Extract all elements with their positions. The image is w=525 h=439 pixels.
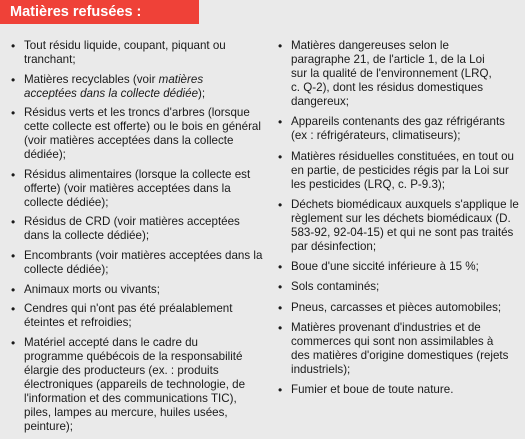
list-item bbox=[277, 301, 525, 315]
list-item bbox=[10, 336, 257, 434]
list-item bbox=[277, 39, 496, 109]
item-text: Matériel accepté dans le cadre du programme québécois de la responsabilité élargie des producteurs (ex. : produits électroniques (appareils de technologie, de l'information et des communications TIC), piles, lampes au mercure, huiles usées, peinture); bbox=[24, 335, 246, 433]
list-item bbox=[277, 383, 521, 397]
list-item bbox=[10, 168, 259, 210]
item-text: Sols contaminés; bbox=[291, 280, 380, 294]
item-text: Résidus alimentaires (lorsque la collecte est offerte) (voir matières acceptées dans la collecte dédiée); bbox=[24, 167, 251, 209]
item-text: Matières résiduelles constituées, en tout ou en partie, de pesticides régis par la Loi sur les pesticides (LRQ, c. P-9.3); bbox=[291, 149, 514, 191]
list-item bbox=[10, 215, 249, 243]
list-item bbox=[10, 283, 264, 297]
refused-list-left bbox=[10, 39, 263, 439]
refused-list-right bbox=[277, 39, 517, 404]
item-text: Tout résidu liquide, coupant, piquant ou tranchant; bbox=[24, 39, 226, 66]
item-text: Fumier et boue de toute nature. bbox=[291, 383, 454, 397]
item-text: Animaux morts ou vivants; bbox=[24, 282, 160, 296]
item-text: Matières recyclables (voir bbox=[24, 72, 159, 86]
list-item bbox=[10, 73, 239, 101]
list-item bbox=[277, 260, 521, 274]
item-text: Matières provenant d'industries et de commerces qui sont non assimilables à des matières d'origine domestiques (rejets industriels); bbox=[291, 321, 509, 377]
item-text: Résidus verts et les troncs d'arbres (lorsque cette collecte est offerte) ou le bois en général (voir matières acceptées dans la collecte dédiée); bbox=[24, 106, 261, 162]
list-item bbox=[10, 249, 264, 277]
list-item bbox=[10, 106, 264, 162]
item-text: Encombrants (voir matières acceptées dans la collecte dédiée); bbox=[24, 248, 263, 276]
list-item bbox=[277, 115, 521, 143]
item-text: Cendres qui n'ont pas été préalablement éteintes et refroidies; bbox=[24, 302, 233, 330]
item-text: Appareils contenants des gaz réfrigérants (ex : réfrigérateurs, climatiseurs); bbox=[291, 115, 505, 143]
list-item bbox=[10, 302, 249, 330]
list-item bbox=[277, 321, 513, 377]
item-text: Résidus de CRD (voir matières acceptées dans la collecte dédiée); bbox=[24, 215, 240, 243]
list-item bbox=[10, 39, 254, 67]
item-italic-text: matières acceptées dans la collecte dédiée bbox=[24, 72, 204, 100]
list-item bbox=[277, 280, 521, 294]
item-text: Boue d'une siccité inférieure à 15 %; bbox=[291, 260, 479, 274]
header-bar bbox=[0, 0, 199, 24]
item-text: Déchets biomédicaux auxquels s'applique le règlement sur les déchets biomédicaux (D. 583-92, 92-04-15) et qui ne sont pas traités par désinfection; bbox=[291, 197, 519, 253]
list-item bbox=[277, 198, 519, 254]
item-text-end: ); bbox=[198, 86, 206, 100]
page-title: Matières refusées : bbox=[10, 4, 142, 20]
item-text: Pneus, carcasses et pièces automobiles; bbox=[291, 300, 502, 314]
list-item bbox=[277, 150, 517, 192]
item-text: Matières dangereuses selon le paragraphe 21, de l'article 1, de la Loi sur la qualité de l'environnement (LRQ, c. Q-2), dont les résidus domestiques dangereux; bbox=[291, 39, 492, 108]
